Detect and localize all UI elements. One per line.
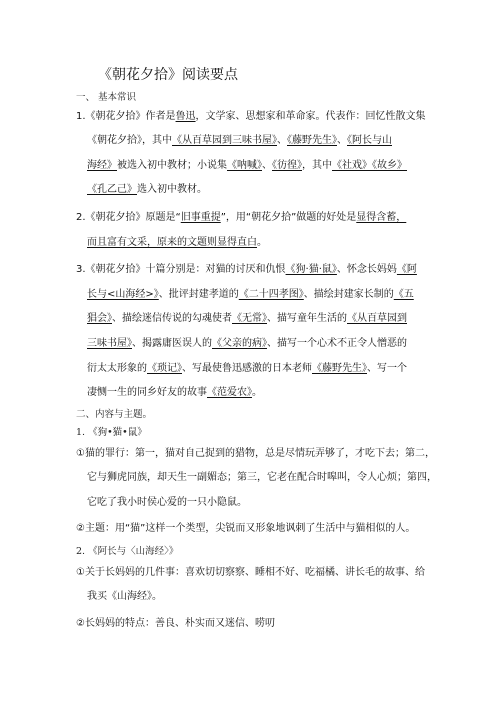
underlined-text: 长与<山海经>》 (87, 289, 159, 300)
underlined-text: 《二十四孝图》 (238, 289, 304, 300)
text-span: 3.《朝花夕拾》十篇分别是：对猫的讨厌和仇恨 (76, 264, 286, 275)
underlined-text: 《阿长与山 (347, 135, 392, 146)
page-title: 《朝花夕拾》阅读要点 (98, 67, 238, 83)
underlined-text: 而且富有文采，原来的文题则显得直白 (87, 237, 257, 248)
text-span: ，其中 (302, 160, 332, 171)
underlined-text: 《藤野先生》 (312, 363, 367, 374)
underlined-text: 显得含蓄， (356, 212, 407, 223)
text-span: 《朝花夕拾》，其中 (87, 135, 172, 146)
text-span: 被选入初中教材；小说集 (117, 160, 227, 171)
underlined-text: 《无常》 (232, 313, 267, 324)
underlined-text: 《范爱农》 (207, 387, 252, 398)
paragraph-line (87, 131, 392, 146)
text-span: 、写一个 (367, 363, 407, 374)
paragraph-line (76, 208, 406, 223)
paragraph-line: 它与狮虎同族，却天生一副媚态；第三，它老在配合时嗥叫，令人心烦；第四， (87, 472, 437, 483)
paragraph-line: 它吃了我小时侯心爱的一只小隐鼠。 (87, 497, 247, 508)
underlined-text: 《琐记》 (147, 363, 182, 374)
paragraph-line: ①猫的罪行：第一，猫对自己捉到的猎物，总是尽情玩弄够了，才吃下去；第二， (76, 448, 435, 459)
underlined-text: 《孔乙己》 (87, 184, 137, 195)
text-span: 1.《朝花夕拾》作者是 (76, 111, 176, 122)
text-span: 。 (257, 237, 267, 248)
underlined-text: 《狗·猫·鼠》 (285, 264, 337, 275)
underlined-text: 《故乡》 (372, 160, 407, 171)
underlined-text: 《阿 (396, 264, 417, 275)
text-span: 、描绘迷信传说的勾魂使者 (112, 313, 232, 324)
section-heading-content: 二、内容与主题。 (76, 409, 153, 420)
underlined-text: 《从百草园到 (347, 313, 407, 324)
paragraph-line: ①关于长妈妈的几件事：喜欢切切察察、睡相不好、吃福橘、讲长毛的故事、给 (76, 567, 425, 578)
paragraph-line: 我买《山海经》。 (87, 591, 162, 602)
text-span: ，文学家、思想家和革命家。代表作：回忆性散文集 (195, 111, 426, 122)
text-span: 、批评封建孝道的 (158, 289, 239, 300)
paragraph-line (87, 156, 407, 171)
paragraph-line (87, 233, 267, 248)
paragraph-line (87, 180, 207, 195)
underlined-text: 《父亲的病》 (212, 338, 267, 349)
underlined-text: 《藤野先生》 (287, 135, 337, 146)
paragraph-line (87, 334, 407, 349)
underlined-text: 《五 (393, 289, 414, 300)
underlined-text: 《社戏》 (332, 160, 372, 171)
text-span: 、 (337, 135, 347, 146)
underlined-text: 《彷徨》 (272, 160, 302, 171)
section-heading-basics: 一、 基本常识 (76, 92, 137, 103)
paragraph-line (76, 107, 426, 122)
underlined-text: 《从百草园到三味书屋》 (172, 135, 277, 146)
text-span: 、写最使鲁迅感激的日本老师 (182, 363, 312, 374)
underlined-text: 海经》 (87, 160, 117, 171)
text-span: 衍太太形象的 (87, 363, 147, 374)
text-span: 、 (262, 160, 272, 171)
text-span: 、怀念长妈妈 (336, 264, 397, 275)
paragraph-line (87, 359, 407, 374)
text-span: 、描写一个心术不正令人憎恶的 (267, 338, 407, 349)
text-span: 、 (277, 135, 287, 146)
paragraph-line (87, 309, 407, 324)
text-span: 、揭露庸医误人的 (132, 338, 212, 349)
subsection-heading: 2. 《阿长与〈山海经〉》 (76, 546, 179, 557)
underlined-text: 鲁迅 (175, 111, 196, 122)
underlined-text: 《呐喊》 (227, 160, 262, 171)
paragraph-line (76, 260, 417, 275)
text-span: 。 (252, 387, 262, 398)
text-span: 2.《朝花夕拾》原题是“ (76, 212, 181, 223)
text-span: 、描写童年生活的 (267, 313, 347, 324)
subsection-heading: 1. 《狗•猫•鼠》 (76, 427, 147, 438)
underlined-text: 猖会》 (87, 313, 112, 324)
paragraph-line (87, 285, 414, 300)
underlined-text: 三味书屋》 (87, 338, 132, 349)
text-span: 、描绘封建家长制的 (303, 289, 394, 300)
text-span: 选入初中教材。 (137, 184, 207, 195)
text-span: ”，用“朝花夕拾”做题的好处是 (220, 212, 357, 223)
paragraph-line: ②主题：用“猫”这样一个类型，尖锐而又形象地讽刺了生活中与猫相似的人。 (76, 523, 416, 534)
underlined-text: 旧事重提 (180, 212, 221, 223)
paragraph-line (87, 383, 262, 398)
paragraph-line: ②长妈妈的特点：善良、朴实而又迷信、唠叨 (76, 618, 275, 629)
text-span: 凄恻一生的同乡好友的故事 (87, 387, 207, 398)
